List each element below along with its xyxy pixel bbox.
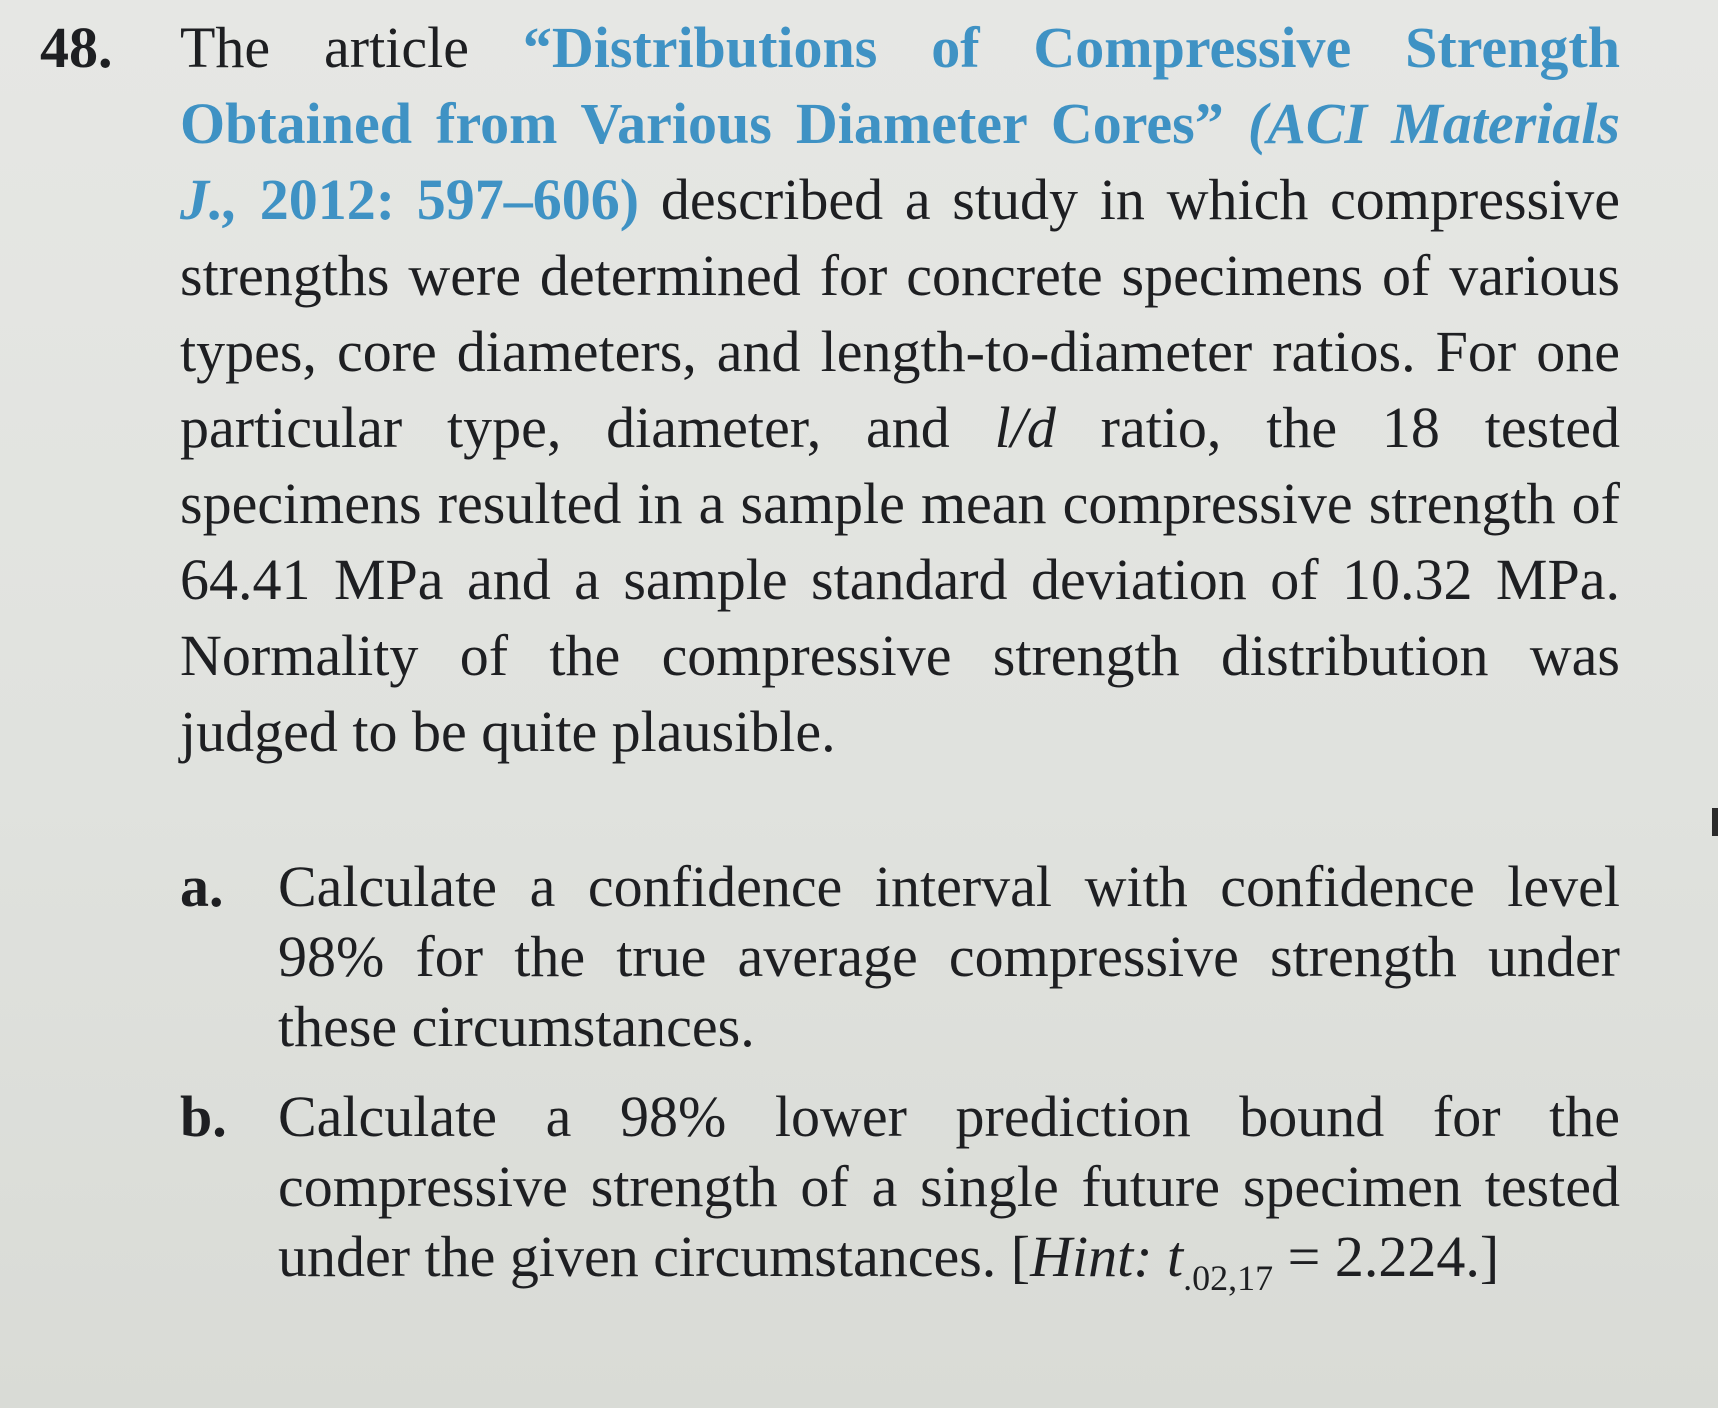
problem-number: 48. [40,15,113,80]
part-b-body: Calculate a 98% lower prediction bound for the compressive strength of a single future specimen tested under the given circumstances. [ [278,1084,1620,1289]
part-a-text: Calculate a confidence interval with confidence level 98% for the true average compressive strength under these circumstances. [278,854,1620,1059]
part-a [180,852,1620,1062]
part-b-label: b. [180,1084,227,1149]
problem-statement [180,10,1620,770]
citation-pages: 2012: 597–606) [238,167,640,232]
page-edge-mark [1712,808,1718,836]
part-b [180,1082,1620,1313]
citation-journal: (ACI Materials J., [180,91,1620,232]
statement-text-2: ratio, the 18 tested specimens resulted in a sample mean compressive strength of 64.41 MPa and a sample standard deviation of 10.32 MPa. Normality of the compressive strength distribution was judged to be quite plausible. [180,395,1620,764]
statement-text-1: described a study in which compressive strengths were determined for concrete specimens of various types, core diameters, and length-to-diameter ratios. For one particular type, diameter, and [180,167,1620,460]
intro-text: The article [180,15,523,80]
hint-value: = 2.224.] [1273,1224,1500,1289]
part-b-text [278,1082,1620,1313]
hint-subscript: .02,17 [1183,1258,1274,1298]
ratio-symbol: l/d [994,395,1056,460]
citation-title: “Distributions of Compressive Strength Obtained from Various Diameter Cores” [180,15,1620,156]
part-a-label: a. [180,854,224,919]
hint-label: Hint: t [1030,1224,1184,1289]
question-parts [180,852,1620,1333]
